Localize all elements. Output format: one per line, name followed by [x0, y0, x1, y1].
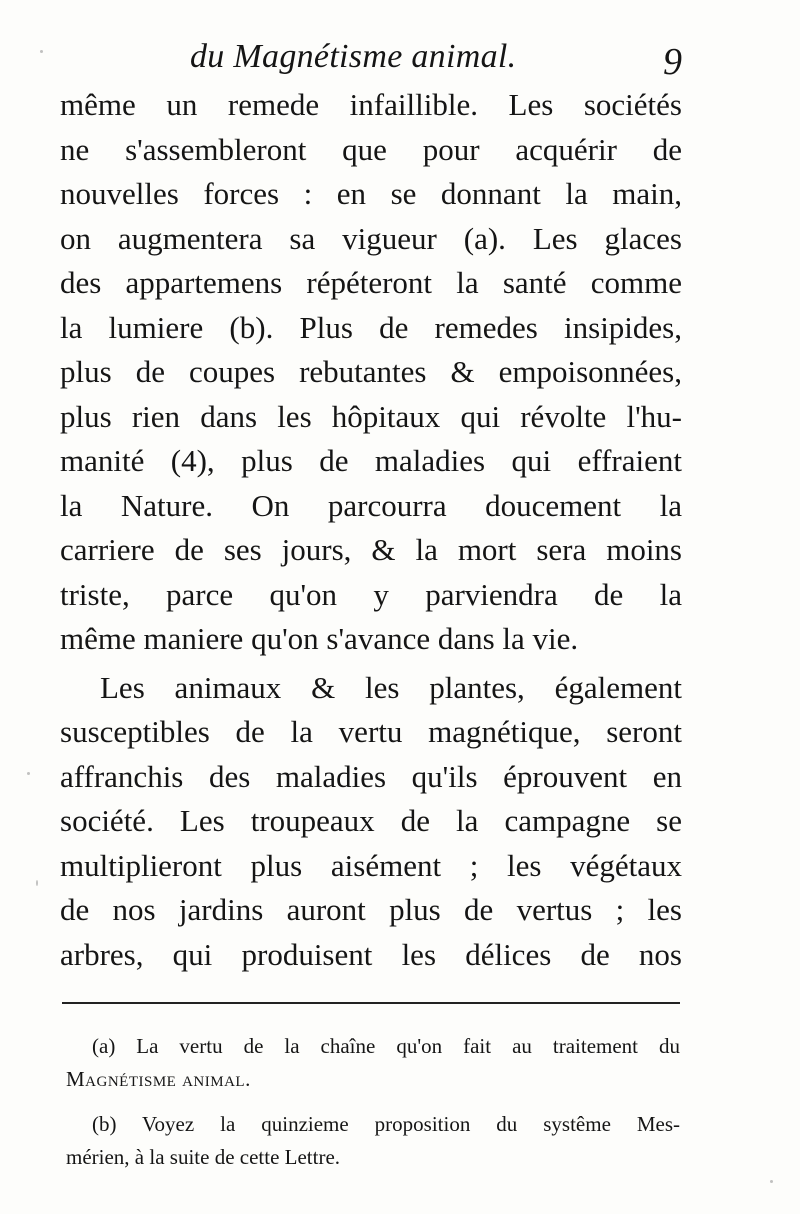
- footnote-divider: [62, 1002, 680, 1004]
- text-line: société. Les troupeaux de la campagne se: [60, 803, 682, 838]
- main-text: [60, 83, 682, 977]
- text-line: des appartemens répéteront la santé comme: [60, 265, 682, 300]
- text-line: multiplieront plus aisément ; les végétaux: [60, 847, 682, 883]
- text-line: ne s'assembleront que pour acquérir de: [60, 131, 682, 167]
- text-line: manité (4), plus de maladies qui effraient: [60, 443, 682, 478]
- text-line: même un remede infaillible. Les sociétés: [60, 87, 682, 122]
- scan-speck: [36, 880, 38, 886]
- footnotes: [66, 1030, 680, 1174]
- page-header: [60, 38, 682, 88]
- text-line: la lumiere (b). Plus de remedes insipides,: [60, 309, 682, 345]
- text-line: plus rien dans les hôpitaux qui révolte l'hu-: [60, 398, 682, 434]
- footnote-b-line: (b) Voyez la quinzieme proposition du systême Mes-: [92, 1112, 680, 1136]
- text-line: Les animaux & les plantes, également: [100, 669, 682, 705]
- text-line: affranchis des maladies qu'ils éprouvent en: [60, 758, 682, 794]
- text-line: de nos jardins auront plus de vertus ; les: [60, 892, 682, 927]
- text-line: on augmentera sa vigueur (a). Les glaces: [60, 220, 682, 256]
- running-title: du Magnétisme animal.: [190, 38, 517, 75]
- scan-speck: [40, 50, 43, 53]
- text-line: plus de coupes rebutantes & empoisonnées,: [60, 354, 682, 389]
- footnote-a-line: Magnétisme animal.: [66, 1067, 251, 1091]
- page-number: 9: [663, 41, 682, 83]
- text-line: arbres, qui produisent les délices de nos: [60, 936, 682, 972]
- text-line: triste, parce qu'on y parviendra de la: [60, 576, 682, 612]
- text-line: carriere de ses jours, & la mort sera moins: [60, 532, 682, 567]
- footnote-a-line: (a) La vertu de la chaîne qu'on fait au traitement du: [92, 1034, 680, 1058]
- scan-speck: [770, 1180, 773, 1183]
- text-line: susceptibles de la vertu magnétique, seront: [60, 714, 682, 749]
- text-line: nouvelles forces : en se donnant la main,: [60, 176, 682, 211]
- text-line: la Nature. On parcourra doucement la: [60, 487, 682, 523]
- scan-speck: [27, 772, 30, 775]
- footnote-b-line: mérien, à la suite de cette Lettre.: [66, 1145, 341, 1169]
- text-line: même maniere qu'on s'avance dans la vie.: [60, 621, 579, 656]
